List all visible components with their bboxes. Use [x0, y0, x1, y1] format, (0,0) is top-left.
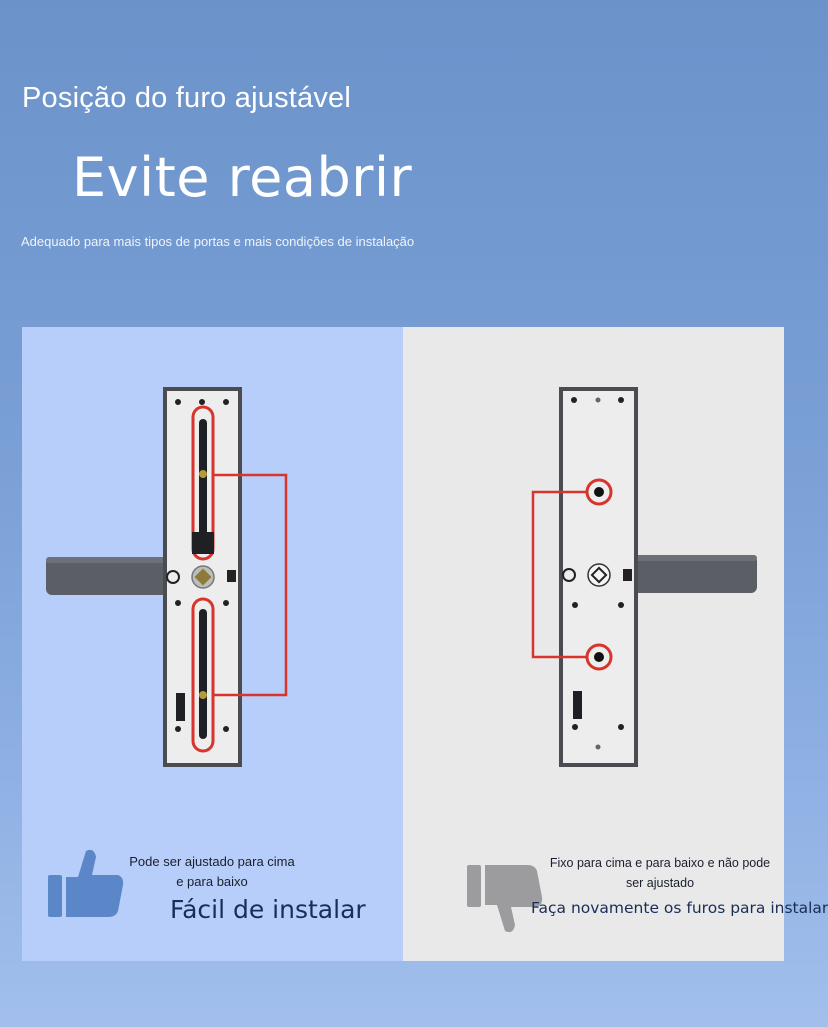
adjustable-panel [22, 327, 403, 961]
header-caption: Adequado para mais tipos de portas e mais condições de instalação [21, 234, 415, 249]
adjustable-verdict: Fácil de instalar [170, 895, 366, 924]
header-subtitle: Posição do furo ajustável [22, 82, 352, 114]
fixed-lock-illustration [403, 327, 784, 787]
fixed-verdict: Faça novamente os furos para instalar [531, 899, 828, 917]
comparison-card [22, 327, 828, 961]
header-title: Evite reabrir [72, 146, 413, 209]
fixed-description: Fixo para cima e para baixo e não pode ser ajustado [549, 856, 771, 890]
adjustable-description: Pode ser ajustado para cima e para baixo [129, 854, 295, 889]
thumbs-up-icon [48, 847, 124, 919]
adjustable-lock-illustration [22, 327, 403, 787]
fixed-panel [403, 327, 828, 961]
